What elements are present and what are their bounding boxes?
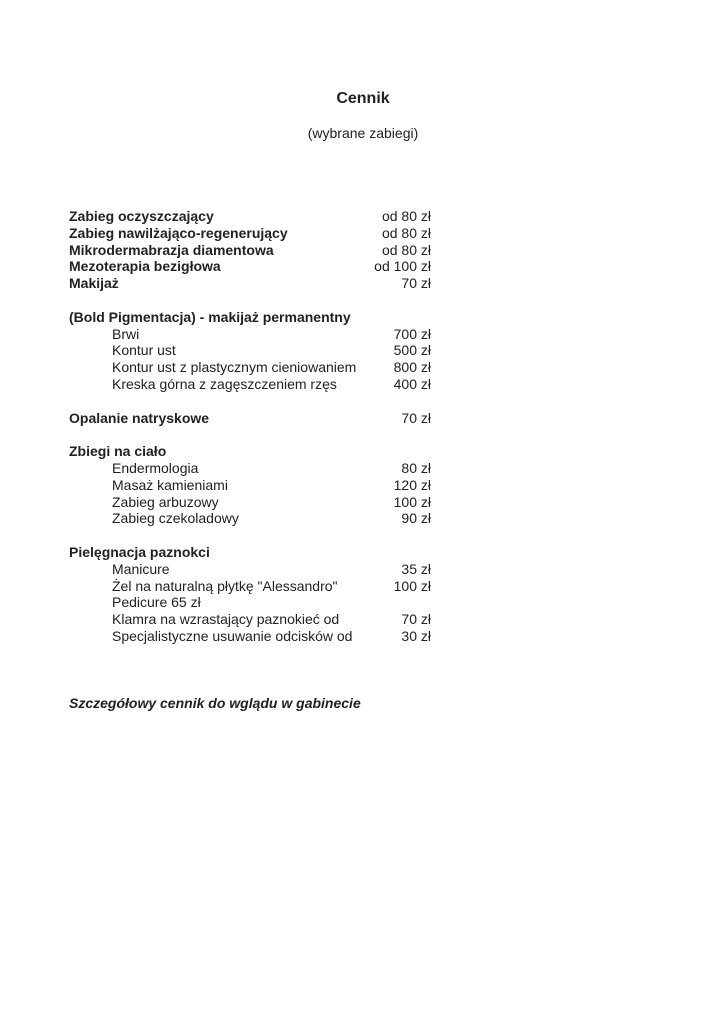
item-name: Brwi — [112, 325, 140, 342]
price-item — [69, 342, 431, 359]
price-section-header — [69, 410, 431, 427]
price-item — [69, 494, 431, 511]
item-name: Żel na naturalną płytkę "Alessandro" — [112, 577, 338, 594]
price-section-header — [69, 309, 431, 326]
item-name: Pedicure 65 zł — [112, 594, 201, 611]
item-name: Zabieg arbuzowy — [112, 493, 219, 510]
price-section-header — [69, 258, 431, 275]
price-item — [69, 611, 431, 628]
section-spacer — [69, 393, 431, 410]
item-price: 70 zł — [401, 275, 431, 292]
item-name: Pielęgnacja paznokci — [69, 543, 210, 560]
price-item — [69, 376, 431, 393]
section-spacer — [69, 292, 431, 309]
item-price: 100 zł — [393, 577, 431, 594]
item-name: Kreska górna z zagęszczeniem rzęs — [112, 375, 337, 392]
price-item — [69, 359, 431, 376]
item-price: od 80 zł — [381, 208, 431, 224]
item-price: 400 zł — [393, 375, 431, 392]
price-section-header — [69, 208, 431, 225]
item-price: od 100 zł — [374, 258, 431, 275]
item-name: Mezoterapia bezigłowa — [69, 258, 221, 275]
price-item — [69, 326, 431, 343]
item-price: 70 zł — [401, 409, 431, 426]
price-item — [69, 594, 431, 611]
item-name: Makijaż — [69, 275, 119, 292]
item-name: Specjalistyczne usuwanie odcisków od — [112, 627, 353, 644]
price-section-header — [69, 275, 431, 292]
item-name: Mikrodermabrazja diamentowa — [69, 241, 274, 258]
item-name: Masaż kamieniami — [112, 476, 228, 493]
item-name: (Bold Pigmentacja) - makijaż permanentny — [69, 308, 351, 325]
page-subtitle: (wybrane zabiegi) — [307, 125, 419, 141]
item-name: Opalanie natryskowe — [69, 409, 210, 426]
item-price: 500 zł — [393, 342, 431, 359]
item-name: Zbiegi na ciało — [69, 443, 167, 460]
price-section-header — [69, 544, 431, 561]
item-price: 70 zł — [401, 611, 431, 628]
price-item — [69, 477, 431, 494]
price-item — [69, 510, 431, 527]
item-price: od 80 zł — [381, 241, 431, 258]
footer-note: Szczegółowy cennik do wglądu w gabinecie — [69, 695, 361, 711]
item-name: Zabieg nawilżająco-regenerujący — [69, 224, 288, 241]
item-name: Endermologia — [112, 459, 199, 476]
item-price: 120 zł — [393, 476, 431, 493]
section-spacer — [69, 426, 431, 443]
price-section-header — [69, 242, 431, 259]
price-list — [69, 208, 431, 645]
item-price: 30 zł — [401, 627, 431, 644]
item-price: 100 zł — [393, 493, 431, 510]
page-title: Cennik — [336, 90, 390, 107]
price-item — [69, 561, 431, 578]
item-price: 700 zł — [393, 325, 431, 342]
item-price: 90 zł — [401, 510, 431, 527]
price-item — [69, 628, 431, 645]
item-price: 800 zł — [393, 359, 431, 376]
item-price: 80 zł — [401, 459, 431, 476]
item-price: od 80 zł — [381, 224, 431, 241]
section-spacer — [69, 527, 431, 544]
item-name: Zabieg oczyszczający — [69, 208, 214, 224]
item-name: Kontur ust — [112, 342, 176, 359]
price-section-header — [69, 443, 431, 460]
item-name: Zabieg czekoladowy — [112, 510, 239, 527]
item-name: Kontur ust z plastycznym cieniowaniem — [112, 359, 357, 376]
item-name: Klamra na wzrastający paznokieć od — [112, 611, 340, 628]
item-price: 35 zł — [401, 560, 431, 577]
price-section-header — [69, 225, 431, 242]
price-item — [69, 460, 431, 477]
price-item — [69, 578, 431, 595]
item-name: Manicure — [112, 560, 170, 577]
